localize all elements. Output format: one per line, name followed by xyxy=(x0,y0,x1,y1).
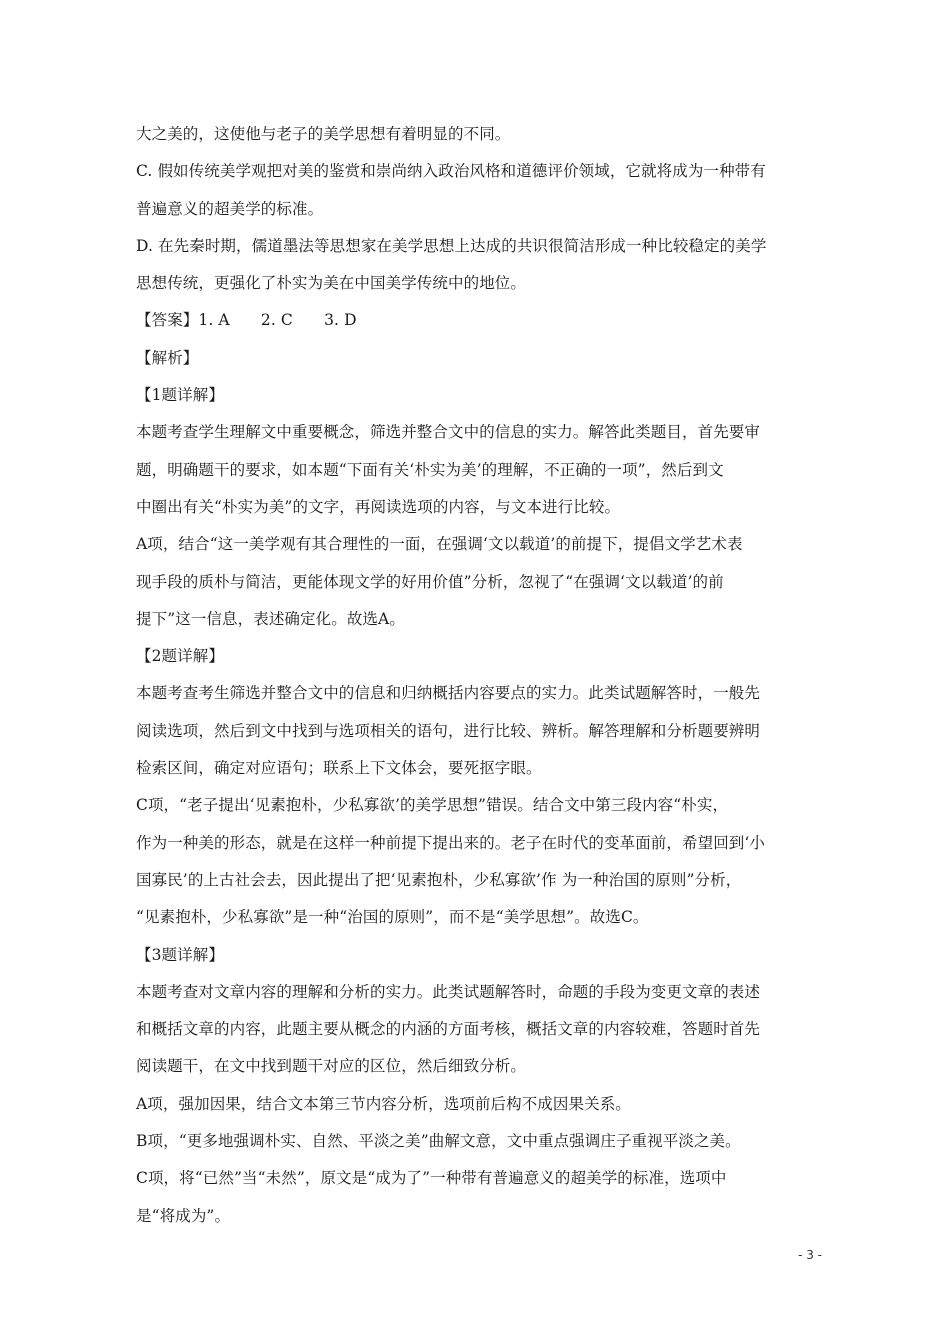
text-line: 提下”这一信息，表述确定化。故选A。 xyxy=(136,609,405,628)
text-line: 阅读题干，在文中找到题干对应的区位，然后细致分析。 xyxy=(136,1057,527,1076)
text-line: C. 假如传统美学观把对美的鉴赏和崇尚纳入政治风格和道德评价领域，它就将成为一种带有 xyxy=(136,162,766,181)
text-line: 国寡民’的上古社会去，因此提出了把‘见素抱朴，少私寡欲’作 为一种治国的原则”分析， xyxy=(136,870,742,889)
text-line: 【3题详解】 xyxy=(136,945,224,964)
page-number: - 3 - xyxy=(798,1248,822,1262)
text-line: 【解析】 xyxy=(136,348,199,367)
text-line: C项，“老子提出‘见素抱朴，少私寡欲’的美学思想”错误。结合文中第三段内容“朴实， xyxy=(136,796,729,815)
text-line: D. 在先秦时期，儒道墨法等思想家在美学思想上达成的共识很简洁形成一种比较稳定的美学 xyxy=(136,236,767,255)
text-line: 普遍意义的超美学的标准。 xyxy=(136,199,324,218)
text-line: 本题考查考生筛选并整合文中的信息和归纳概括内容要点的实力。此类试题解答时，一般先 xyxy=(136,684,761,703)
text-line: C项，将“已然”当“未然”，原文是“成为了”一种带有普遍意义的超美学的标准，选项中 xyxy=(136,1169,727,1188)
text-line: 作为一种美的形态，就是在这样一种前提下提出来的。老子在时代的变革面前，希望回到‘小 xyxy=(136,833,766,852)
document-body xyxy=(136,116,826,1235)
text-line: 是“将成为”。 xyxy=(136,1206,231,1225)
text-line: 大之美的，这使他与老子的美学思想有着明显的不同。 xyxy=(136,125,511,143)
text-line: 【答案】1. A 2. C 3. D xyxy=(136,311,357,330)
text-line: 本题考查对文章内容的理解和分析的实力。此类试题解答时，命题的手段为变更文章的表述 xyxy=(136,982,761,1001)
text-line: B项，“更多地强调朴实、自然、平淡之美”曲解文意，文中重点强调庄子重视平淡之美。 xyxy=(136,1132,741,1151)
text-line: 现手段的质朴与简洁，更能体现文学的好用价值”分析，忽视了“在强调‘文以载道’的前 xyxy=(136,572,724,591)
text-line: 【1题详解】 xyxy=(136,386,224,405)
text-line: 思想传统，更强化了朴实为美在中国美学传统中的地位。 xyxy=(136,274,527,293)
text-line: 检索区间，确定对应语句；联系上下文体会，要死抠字眼。 xyxy=(136,759,542,778)
text-line: 【2题详解】 xyxy=(136,647,224,666)
text-line: 和概括文章的内容，此题主要从概念的内涵的方面考核，概括文章的内容较难，答题时首先 xyxy=(136,1020,761,1039)
text-line: “见素抱朴，少私寡欲”是一种“治国的原则”，而不是“美学思想”。故选C。 xyxy=(136,908,649,927)
text-line: 中圈出有关“朴实为美”的文字，再阅读选项的内容，与文本进行比较。 xyxy=(136,497,621,516)
text-line: A项，结合“这一美学观有其合理性的一面，在强调‘文以载道’的前提下，提倡文学艺术表 xyxy=(136,535,743,554)
text-line: 题，明确题干的要求，如本题“下面有关‘朴实为美’的理解，不正确的一项”，然后到文 xyxy=(136,460,724,479)
text-line: 本题考查学生理解文中重要概念，筛选并整合文中的信息的实力。解答此类题目，首先要审 xyxy=(136,423,761,442)
text-line: 阅读选项，然后到文中找到与选项相关的语句，进行比较、辨析。解答理解和分析题要辨明 xyxy=(136,721,761,740)
text-line: A项，强加因果，结合文本第三节内容分析，选项前后构不成因果关系。 xyxy=(136,1094,631,1113)
